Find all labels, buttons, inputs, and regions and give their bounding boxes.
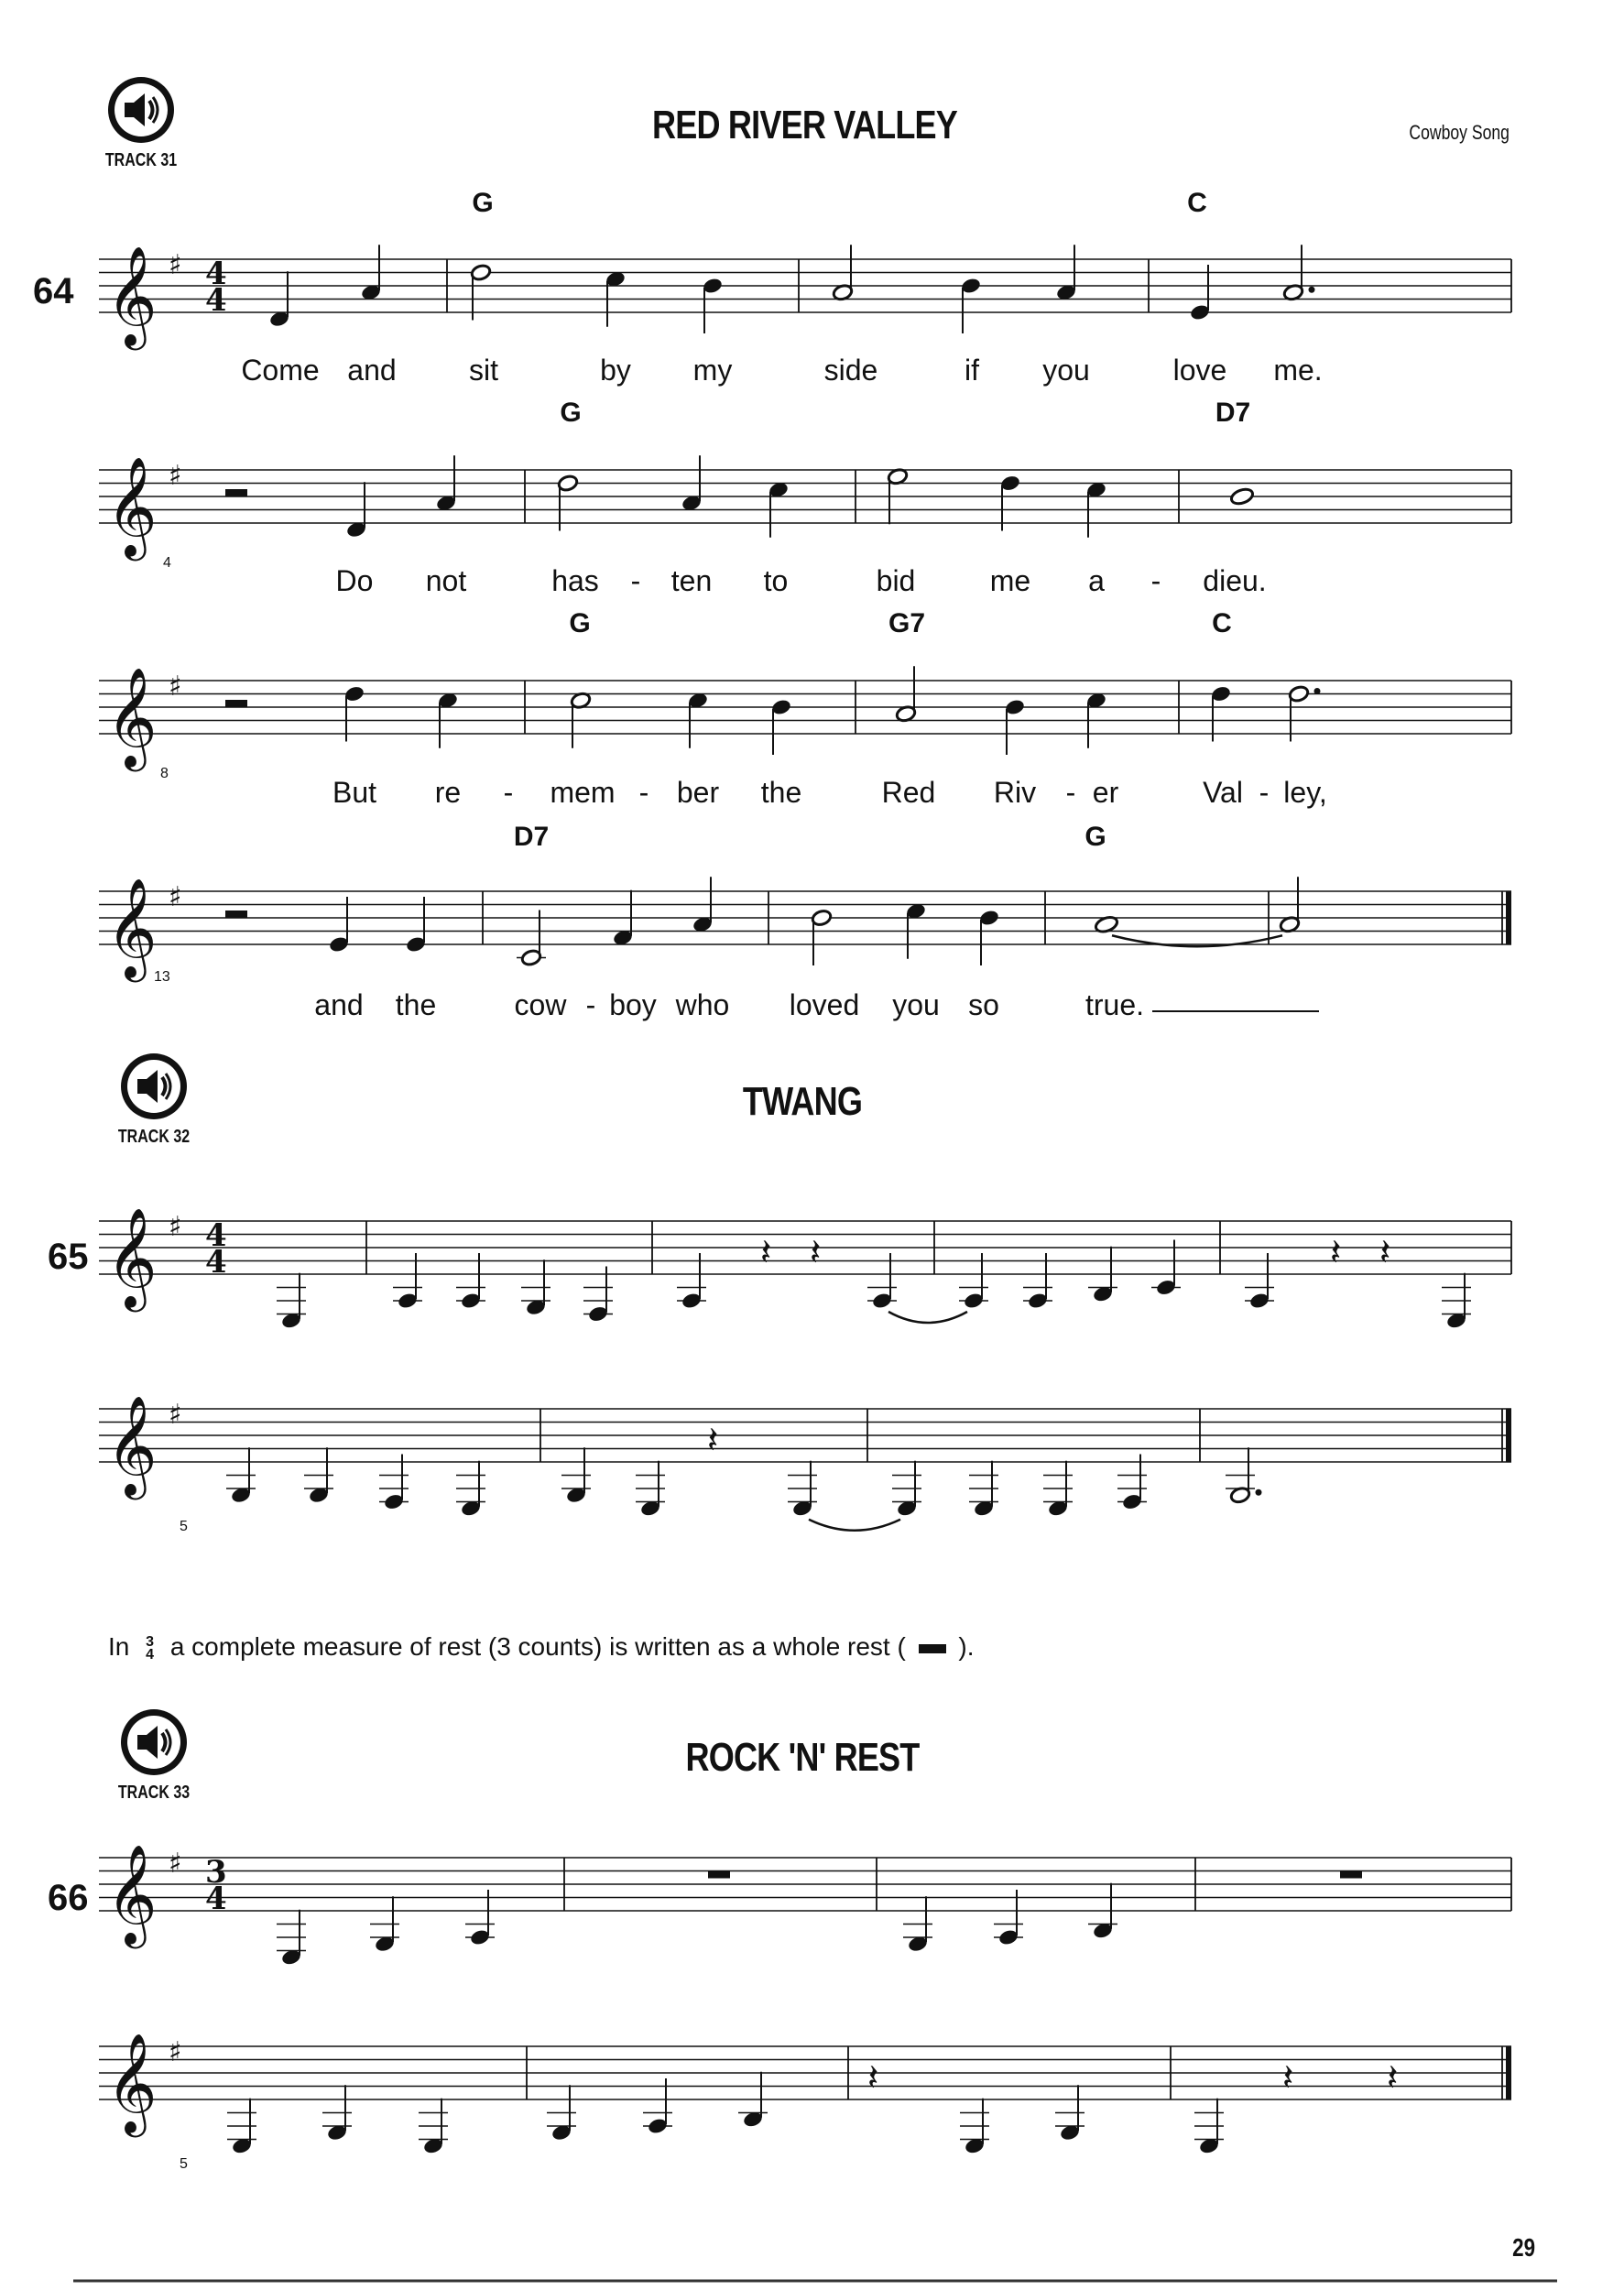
key-signature-sharp: ♯: [169, 460, 182, 492]
lyric-syllable: you: [892, 988, 940, 1021]
note: [1229, 486, 1254, 506]
tie: [809, 1520, 900, 1531]
song-title: TWANG: [742, 1079, 863, 1124]
staff: [99, 246, 1511, 350]
lyric-syllable: loved: [789, 988, 860, 1021]
lyric-syllable: a: [1088, 564, 1105, 597]
note: [969, 1461, 998, 1518]
lyric-syllable: by: [600, 354, 631, 387]
lyric-syllable: so: [968, 988, 999, 1021]
staff: [99, 878, 1511, 982]
staff: [99, 2034, 1511, 2137]
note: [370, 1896, 399, 1953]
time-sig-bottom: 4: [146, 1646, 155, 1663]
note: [978, 909, 1000, 965]
note-text-after: a complete measure of rest (3 counts) is written as a whole rest (: [169, 1632, 906, 1661]
lyric-syllable: Red: [881, 776, 936, 809]
chord-symbol: G: [560, 398, 582, 428]
chord-symbol: G: [1084, 822, 1106, 852]
augmentation-dot: [1309, 287, 1315, 293]
note-text-close: ).: [958, 1632, 975, 1661]
song-title: RED RIVER VALLEY: [652, 103, 958, 147]
lyric-syllable: you: [1042, 354, 1090, 387]
note: [277, 1273, 306, 1330]
lyric-syllable: er: [1092, 776, 1119, 809]
note-text-before: In: [108, 1632, 130, 1661]
measure-number: 5: [180, 2156, 188, 2172]
key-signature-sharp: ♯: [169, 249, 182, 281]
half-rest-icon: [225, 489, 247, 496]
whole-rest-icon: [1340, 1871, 1362, 1879]
treble-clef-icon: 𝄞: [106, 457, 158, 557]
lyric-syllable: But: [332, 776, 377, 809]
lyric-syllable: the: [760, 776, 802, 809]
key-signature-sharp: ♯: [169, 1399, 182, 1431]
lyric-hyphen: -: [1150, 564, 1161, 597]
chord-symbol: G: [472, 188, 494, 218]
staff: [99, 1208, 1511, 1312]
treble-clef-icon: 𝄞: [106, 246, 158, 346]
exercise-number: 65: [48, 1237, 89, 1277]
chord-symbol: C: [1187, 188, 1207, 218]
note: [702, 277, 724, 333]
key-signature-sharp: ♯: [169, 1211, 182, 1243]
treble-clef-icon: 𝄞: [106, 668, 158, 768]
chord-symbol: D7: [513, 822, 550, 852]
key-signature-sharp: ♯: [169, 671, 182, 703]
chord-symbol: G: [569, 608, 591, 638]
final-barline-thick: [1506, 1409, 1511, 1462]
note: [322, 2085, 352, 2142]
lyric-syllable: my: [692, 354, 733, 387]
note: [1043, 1461, 1073, 1518]
note: [304, 1447, 333, 1504]
time-signature-top: 3: [205, 1854, 227, 1891]
track-label: TRACK 33: [117, 1783, 191, 1803]
lyric-syllable: ber: [676, 776, 720, 809]
lyric-syllable: who: [675, 988, 730, 1021]
time-signature-top: 4: [205, 256, 227, 292]
note: [227, 2099, 256, 2155]
note: [547, 2085, 576, 2142]
note: [521, 1260, 550, 1316]
lyric-syllable: love: [1172, 354, 1227, 387]
note: [1194, 2099, 1224, 2155]
lyric-syllable: dieu.: [1203, 564, 1267, 597]
lyric-syllable: ley,: [1283, 776, 1327, 809]
augmentation-dot: [1314, 688, 1321, 694]
quarter-rest-icon: 𝄽: [810, 1231, 822, 1274]
lyric-hyphen: -: [1065, 776, 1076, 809]
staff: [99, 668, 1511, 771]
key-signature-sharp: ♯: [169, 1848, 182, 1880]
note: [456, 1461, 485, 1518]
key-signature-sharp: ♯: [169, 2036, 182, 2068]
lyric-hyphen: -: [585, 988, 596, 1021]
lyric-syllable: me.: [1273, 354, 1323, 387]
note: [636, 1461, 665, 1518]
lyric-syllable: and: [314, 988, 364, 1021]
measure-number: 5: [180, 1519, 188, 1534]
song-title: ROCK 'N' REST: [685, 1735, 920, 1780]
treble-clef-icon: 𝄞: [106, 1845, 158, 1945]
measure-number: 8: [160, 766, 169, 781]
lyric-syllable: bid: [876, 564, 916, 597]
note: [1004, 698, 1026, 755]
note: [770, 698, 792, 755]
page-number: 29: [1512, 2233, 1536, 2262]
treble-clef-icon: 𝄞: [106, 1208, 158, 1308]
lyric-syllable: sit: [469, 354, 498, 387]
augmentation-dot: [1256, 1489, 1262, 1496]
half-rest-icon: [225, 911, 247, 918]
note: [1442, 1273, 1471, 1330]
quarter-rest-icon: 𝄽: [1282, 2056, 1294, 2099]
final-barline-thick: [1506, 891, 1511, 944]
note: [277, 1910, 306, 1967]
treble-clef-icon: 𝄞: [106, 878, 158, 978]
note: [561, 1447, 591, 1504]
lyric-syllable: re: [434, 776, 462, 809]
notehead: [1229, 486, 1254, 506]
time-signature-top: 4: [205, 1217, 227, 1254]
staff: [99, 1845, 1511, 1948]
quarter-rest-icon: 𝄽: [1387, 2056, 1399, 2099]
measure-number: 4: [163, 555, 171, 571]
lyric-syllable: Val: [1203, 776, 1243, 809]
chord-symbol: D7: [1215, 398, 1251, 428]
lyric-syllable: Come: [241, 354, 320, 387]
lyric-syllable: Do: [335, 564, 374, 597]
note: [1226, 1447, 1262, 1504]
quarter-rest-icon: 𝄽: [707, 1419, 719, 1462]
lyric-syllable: and: [347, 354, 397, 387]
lyric-hyphen: -: [503, 776, 514, 809]
quarter-rest-icon: 𝄽: [867, 2056, 879, 2099]
track-label: TRACK 32: [117, 1127, 191, 1147]
lyric-syllable: cow: [514, 988, 567, 1021]
track-label: TRACK 31: [104, 150, 178, 170]
note: [903, 1896, 932, 1953]
song-subtitle: Cowboy Song: [1409, 121, 1510, 144]
lyric-syllable: if: [965, 354, 979, 387]
note: [811, 909, 833, 965]
quarter-rest-icon: 𝄽: [1330, 1231, 1342, 1274]
note: [226, 1447, 256, 1504]
tie: [888, 1312, 967, 1323]
quarter-rest-icon: 𝄽: [1379, 1231, 1391, 1274]
half-rest-icon: [225, 700, 247, 707]
note: [892, 1461, 921, 1518]
exercise-number: 66: [48, 1878, 89, 1918]
measure-number: 13: [154, 969, 170, 985]
lyric-hyphen: -: [638, 776, 649, 809]
treble-clef-icon: 𝄞: [106, 2034, 158, 2133]
staff: [99, 1396, 1511, 1499]
time-signature-bottom: 4: [205, 1881, 227, 1917]
staff: [99, 457, 1511, 561]
quarter-rest-icon: 𝄽: [760, 1231, 772, 1274]
lyric-syllable: Riv: [993, 776, 1037, 809]
treble-clef-icon: 𝄞: [106, 1396, 158, 1496]
time-sig-top: 3: [146, 1633, 155, 1650]
note: [960, 2099, 989, 2155]
lyric-syllable: not: [425, 564, 467, 597]
chord-symbol: G7: [888, 608, 926, 638]
lyric-syllable: the: [395, 988, 437, 1021]
lyric-hyphen: -: [630, 564, 641, 597]
lyric-syllable: boy: [609, 988, 657, 1021]
lyric-syllable: side: [823, 354, 878, 387]
lyric-syllable: me: [989, 564, 1031, 597]
key-signature-sharp: ♯: [169, 881, 182, 913]
note: [788, 1461, 817, 1518]
lyric-syllable: to: [763, 564, 789, 597]
note: [419, 2099, 448, 2155]
note: [1055, 2085, 1084, 2142]
exercise-number: 64: [33, 271, 74, 311]
time-signature-bottom: 4: [205, 1244, 227, 1281]
note: [960, 277, 982, 333]
time-signature-bottom: 4: [205, 282, 227, 319]
lyric-syllable: ten: [670, 564, 713, 597]
chord-symbol: C: [1212, 608, 1232, 638]
final-barline-thick: [1506, 2046, 1511, 2099]
lyric-syllable: mem: [550, 776, 616, 809]
lyric-syllable: has: [551, 564, 599, 597]
whole-rest-icon: [708, 1871, 730, 1879]
lyric-hyphen: -: [1259, 776, 1270, 809]
lyric-syllable: true.: [1084, 988, 1145, 1021]
